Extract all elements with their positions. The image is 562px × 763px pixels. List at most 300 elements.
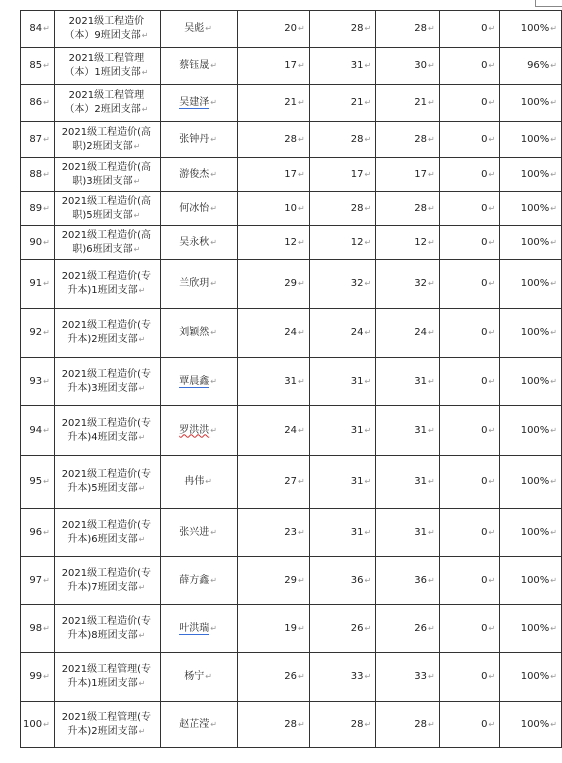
count-b-cell-text: 31: [350, 526, 364, 538]
row-number-text: 89: [29, 202, 43, 214]
rate-cell: [500, 456, 562, 509]
paragraph-mark-icon: ↵: [488, 279, 496, 288]
paragraph-mark-icon: ↵: [364, 477, 372, 486]
paragraph-mark-icon: ↵: [210, 719, 217, 729]
count-b-cell-text: 31: [350, 424, 364, 436]
leader-name-cell: [160, 226, 237, 260]
class-name-cell: [54, 605, 160, 653]
leader-name-cell-text: 游俊杰: [179, 168, 210, 180]
count-b-cell: [309, 509, 376, 557]
paragraph-mark-icon: ↵: [488, 623, 496, 633]
count-a-cell-text: 26: [284, 671, 297, 682]
count-d-cell-text: 0: [481, 718, 488, 730]
count-d-cell-text: 0: [481, 202, 488, 214]
table-row: [21, 48, 562, 85]
paragraph-mark-icon: ↵: [133, 210, 141, 220]
class-name-cell: [54, 226, 160, 260]
row-number-text: 92: [29, 327, 43, 338]
paragraph-mark-icon: ↵: [550, 328, 557, 337]
count-b-cell: [309, 85, 376, 122]
count-b-cell-text: 28: [350, 202, 364, 214]
class-name-cell-text: 2021级工程造价(专升本)3班团支部: [61, 368, 152, 394]
rate-cell-text: 100%: [520, 133, 550, 145]
table-row: [21, 260, 562, 309]
class-name-cell: [54, 11, 160, 48]
row-number-text: 87: [29, 133, 43, 145]
leader-name-cell-text: 吴彪: [184, 23, 205, 34]
count-c-cell-text: 28: [414, 718, 427, 730]
count-a-cell: [238, 158, 309, 192]
count-d-cell: [439, 11, 500, 48]
paragraph-mark-icon: ↵: [550, 134, 557, 144]
count-b-cell-text: 28: [350, 718, 364, 730]
row-number-text: 99: [29, 671, 43, 682]
count-c-cell-text: 28: [414, 23, 427, 34]
paragraph-mark-icon: ↵: [364, 237, 372, 247]
count-d-cell-text: 0: [481, 476, 488, 487]
paragraph-mark-icon: ↵: [297, 237, 305, 247]
rate-cell: [500, 406, 562, 456]
row-number: [21, 192, 55, 226]
count-a-cell: [238, 11, 309, 48]
count-a-cell: [238, 605, 309, 653]
row-number: [21, 309, 55, 358]
paragraph-mark-icon: ↵: [43, 719, 50, 729]
count-a-cell: [238, 456, 309, 509]
count-a-cell-text: 24: [284, 327, 297, 338]
class-name-cell-text: 2021级工程造价(专升本)6班团支部: [61, 519, 152, 545]
paragraph-mark-icon: ↵: [428, 376, 435, 386]
paragraph-mark-icon: ↵: [428, 24, 435, 33]
table-row: [21, 653, 562, 702]
rate-cell: [500, 11, 562, 48]
count-a-cell-text: 31: [284, 375, 297, 387]
paragraph-mark-icon: ↵: [550, 24, 557, 33]
paragraph-mark-icon: ↵: [428, 623, 435, 633]
leader-name-cell: [160, 605, 237, 653]
paragraph-mark-icon: ↵: [364, 328, 372, 337]
count-b-cell: [309, 406, 376, 456]
paragraph-mark-icon: ↵: [210, 134, 217, 144]
leader-name-cell: [160, 192, 237, 226]
count-d-cell-text: 0: [481, 23, 488, 34]
count-d-cell: [439, 192, 500, 226]
paragraph-mark-icon: ↵: [488, 24, 496, 33]
leader-name-cell-text: 覃晨鑫: [179, 375, 210, 387]
table-row: [21, 11, 562, 48]
leader-name-cell-text: 蔡钰晟: [179, 60, 210, 71]
paragraph-mark-icon: ↵: [364, 169, 372, 179]
paragraph-mark-icon: ↵: [364, 623, 372, 633]
count-b-cell: [309, 309, 376, 358]
paragraph-mark-icon: ↵: [43, 477, 50, 486]
paragraph-mark-icon: ↵: [488, 425, 496, 435]
count-b-cell: [309, 702, 376, 748]
count-a-cell: [238, 226, 309, 260]
paragraph-mark-icon: ↵: [210, 61, 217, 70]
row-number: [21, 456, 55, 509]
paragraph-mark-icon: ↵: [43, 623, 50, 633]
count-a-cell: [238, 358, 309, 406]
count-b-cell-text: 32: [350, 278, 364, 289]
count-a-cell: [238, 260, 309, 309]
rate-cell-text: 100%: [520, 718, 550, 730]
paragraph-mark-icon: ↵: [364, 527, 372, 537]
paragraph-mark-icon: ↵: [364, 376, 372, 386]
rate-cell-text: 100%: [520, 168, 550, 180]
leader-name-cell-text: 张兴进: [179, 526, 210, 538]
paragraph-mark-icon: ↵: [550, 203, 557, 213]
rate-cell: [500, 309, 562, 358]
paragraph-mark-icon: ↵: [550, 169, 557, 179]
paragraph-mark-icon: ↵: [364, 575, 372, 585]
count-c-cell: [376, 48, 440, 85]
paragraph-mark-icon: ↵: [297, 203, 305, 213]
count-b-cell-text: 36: [350, 574, 364, 586]
count-d-cell: [439, 605, 500, 653]
count-c-cell-text: 32: [414, 278, 427, 289]
class-name-cell: [54, 85, 160, 122]
table-row: [21, 158, 562, 192]
class-name-cell: [54, 358, 160, 406]
rate-cell-text: 100%: [520, 23, 550, 34]
count-b-cell-text: 24: [350, 327, 364, 338]
count-b-cell-text: 12: [350, 236, 364, 248]
rate-cell: [500, 260, 562, 309]
rate-cell: [500, 192, 562, 226]
paragraph-mark-icon: ↵: [141, 105, 149, 114]
count-a-cell: [238, 309, 309, 358]
rate-cell: [500, 158, 562, 192]
count-b-cell: [309, 226, 376, 260]
paragraph-mark-icon: ↵: [428, 477, 435, 486]
count-a-cell-text: 17: [284, 60, 297, 71]
paragraph-mark-icon: ↵: [43, 237, 50, 247]
paragraph-mark-icon: ↵: [488, 719, 496, 729]
row-number-text: 94: [29, 424, 43, 436]
leader-name-cell-text: 薛方鑫: [179, 574, 210, 586]
paragraph-mark-icon: ↵: [428, 425, 435, 435]
row-number: [21, 358, 55, 406]
count-b-cell: [309, 456, 376, 509]
rate-cell: [500, 653, 562, 702]
leader-name-cell-text: 刘颖然: [179, 327, 210, 338]
rate-cell: [500, 509, 562, 557]
leader-name-cell: [160, 158, 237, 192]
count-c-cell-text: 36: [414, 574, 427, 586]
row-number: [21, 653, 55, 702]
count-c-cell: [376, 557, 440, 605]
row-number-text: 97: [29, 574, 43, 586]
paragraph-mark-icon: ↵: [550, 425, 557, 435]
paragraph-mark-icon: ↵: [488, 169, 496, 179]
table-row: [21, 309, 562, 358]
table-row: [21, 226, 562, 260]
paragraph-mark-icon: ↵: [210, 575, 217, 585]
row-number: [21, 11, 55, 48]
paragraph-mark-icon: ↵: [210, 328, 217, 337]
class-name-cell-text: 2021级工程造价(专升本)7班团支部: [61, 567, 152, 593]
paragraph-mark-icon: ↵: [138, 726, 146, 736]
count-a-cell-text: 17: [284, 168, 297, 180]
count-a-cell-text: 29: [284, 574, 297, 586]
count-d-cell: [439, 48, 500, 85]
leader-name-cell: [160, 509, 237, 557]
rate-cell: [500, 702, 562, 748]
rate-cell-text: 100%: [520, 375, 550, 387]
row-number: [21, 702, 55, 748]
paragraph-mark-icon: ↵: [364, 672, 372, 681]
row-number: [21, 226, 55, 260]
paragraph-mark-icon: ↵: [43, 527, 50, 537]
rate-cell-text: 100%: [520, 671, 550, 682]
paragraph-mark-icon: ↵: [133, 141, 141, 151]
paragraph-mark-icon: ↵: [550, 279, 557, 288]
leader-name-cell-text: 吴建泽: [179, 97, 210, 108]
class-name-cell: [54, 557, 160, 605]
count-d-cell: [439, 456, 500, 509]
count-c-cell-text: 28: [414, 133, 427, 145]
rate-cell-text: 100%: [520, 97, 550, 108]
count-a-cell: [238, 122, 309, 158]
class-name-cell-text: 2021级工程造价（本）9班团支部: [64, 16, 145, 41]
count-c-cell-text: 12: [414, 236, 427, 248]
paragraph-mark-icon: ↵: [297, 477, 305, 486]
paragraph-mark-icon: ↵: [43, 169, 50, 179]
leader-name-cell-text: 冉伟: [184, 476, 205, 487]
count-b-cell: [309, 158, 376, 192]
class-name-cell: [54, 702, 160, 748]
row-number: [21, 260, 55, 309]
count-d-cell-text: 0: [481, 97, 488, 108]
leader-name-cell: [160, 122, 237, 158]
paragraph-mark-icon: ↵: [550, 237, 557, 247]
count-c-cell: [376, 192, 440, 226]
count-c-cell: [376, 122, 440, 158]
paragraph-mark-icon: ↵: [210, 203, 217, 213]
paragraph-mark-icon: ↵: [297, 24, 305, 33]
count-a-cell-text: 23: [284, 526, 297, 538]
count-d-cell-text: 0: [481, 424, 488, 436]
paragraph-mark-icon: ↵: [297, 98, 305, 107]
paragraph-mark-icon: ↵: [364, 279, 372, 288]
count-a-cell: [238, 653, 309, 702]
paragraph-mark-icon: ↵: [488, 237, 496, 247]
leader-name-cell-text: 叶洪瑞: [179, 622, 210, 634]
paragraph-mark-icon: ↵: [138, 286, 146, 295]
leader-name-cell: [160, 406, 237, 456]
row-number: [21, 158, 55, 192]
paragraph-mark-icon: ↵: [138, 335, 146, 344]
count-c-cell: [376, 456, 440, 509]
count-b-cell: [309, 260, 376, 309]
paragraph-mark-icon: ↵: [428, 527, 435, 537]
leader-name-cell: [160, 557, 237, 605]
count-d-cell: [439, 358, 500, 406]
class-name-cell-text: 2021级工程造价(专升本)1班团支部: [61, 271, 152, 296]
paragraph-mark-icon: ↵: [138, 432, 146, 442]
count-d-cell-text: 0: [481, 133, 488, 145]
count-b-cell-text: 28: [350, 133, 364, 145]
paragraph-mark-icon: ↵: [210, 237, 217, 247]
class-name-cell-text: 2021级工程造价(专升本)2班团支部: [61, 320, 152, 345]
count-d-cell-text: 0: [481, 60, 488, 71]
leader-name-cell: [160, 358, 237, 406]
paragraph-mark-icon: ↵: [297, 279, 305, 288]
leader-name-cell-text: 杨宁: [184, 671, 205, 682]
row-number: [21, 85, 55, 122]
class-name-cell-text: 2021级工程管理(专升本)1班团支部: [61, 664, 152, 689]
rate-cell-text: 96%: [527, 60, 550, 71]
row-number: [21, 557, 55, 605]
count-d-cell-text: 0: [481, 327, 488, 338]
count-a-cell: [238, 557, 309, 605]
rate-cell: [500, 605, 562, 653]
row-number-text: 95: [29, 476, 43, 487]
paragraph-mark-icon: ↵: [43, 328, 50, 337]
count-b-cell: [309, 653, 376, 702]
table-row: [21, 358, 562, 406]
paragraph-mark-icon: ↵: [488, 575, 496, 585]
leader-name-cell-text: 张钟丹: [179, 133, 210, 145]
paragraph-mark-icon: ↵: [210, 376, 217, 386]
rate-cell: [500, 85, 562, 122]
paragraph-mark-icon: ↵: [488, 328, 496, 337]
row-number-text: 91: [29, 278, 43, 289]
count-a-cell-text: 20: [284, 23, 297, 34]
count-d-cell: [439, 557, 500, 605]
count-a-cell-text: 12: [284, 236, 297, 248]
paragraph-mark-icon: ↵: [488, 203, 496, 213]
count-b-cell-text: 28: [350, 23, 364, 34]
paragraph-mark-icon: ↵: [138, 484, 146, 493]
count-c-cell: [376, 11, 440, 48]
paragraph-mark-icon: ↵: [210, 98, 217, 107]
paragraph-mark-icon: ↵: [488, 477, 496, 486]
rate-cell: [500, 122, 562, 158]
page-corner-mark: [535, 0, 562, 7]
count-c-cell: [376, 605, 440, 653]
paragraph-mark-icon: ↵: [428, 328, 435, 337]
class-name-cell-text: 2021级工程造价(高职)2班团支部: [61, 126, 152, 152]
paragraph-mark-icon: ↵: [297, 672, 305, 681]
count-a-cell-text: 28: [284, 718, 297, 730]
rate-cell: [500, 358, 562, 406]
class-name-cell-text: 2021级工程造价(高职)5班团支部: [61, 195, 152, 221]
leader-name-cell-text: 罗洪洪: [179, 424, 210, 436]
count-c-cell: [376, 509, 440, 557]
count-d-cell-text: 0: [481, 278, 488, 289]
count-a-cell-text: 21: [284, 97, 297, 108]
paragraph-mark-icon: ↵: [297, 376, 305, 386]
count-c-cell-text: 30: [414, 60, 427, 71]
count-a-cell-text: 10: [284, 202, 297, 214]
count-d-cell-text: 0: [481, 168, 488, 180]
class-name-cell-text: 2021级工程造价(专升本)4班团支部: [61, 417, 152, 443]
rate-cell-text: 100%: [520, 424, 550, 436]
class-name-cell-text: 2021级工程管理（本）1班团支部: [64, 53, 145, 78]
count-d-cell: [439, 509, 500, 557]
row-number: [21, 605, 55, 653]
paragraph-mark-icon: ↵: [428, 61, 435, 70]
paragraph-mark-icon: ↵: [210, 623, 217, 633]
count-a-cell: [238, 48, 309, 85]
rate-cell-text: 100%: [520, 327, 550, 338]
paragraph-mark-icon: ↵: [428, 672, 435, 681]
paragraph-mark-icon: ↵: [210, 425, 217, 435]
count-b-cell: [309, 557, 376, 605]
count-d-cell: [439, 653, 500, 702]
paragraph-mark-icon: ↵: [428, 279, 435, 288]
count-b-cell-text: 31: [350, 60, 364, 71]
leader-name-cell-text: 何冰怡: [179, 202, 210, 214]
count-c-cell-text: 17: [414, 168, 427, 180]
count-c-cell: [376, 226, 440, 260]
count-c-cell: [376, 702, 440, 748]
paragraph-mark-icon: ↵: [133, 176, 141, 186]
paragraph-mark-icon: ↵: [550, 623, 557, 633]
count-c-cell: [376, 158, 440, 192]
count-b-cell-text: 31: [350, 375, 364, 387]
count-a-cell-text: 19: [284, 622, 297, 634]
paragraph-mark-icon: ↵: [550, 672, 557, 681]
paragraph-mark-icon: ↵: [428, 575, 435, 585]
leader-name-cell-text: 吴永秋: [179, 236, 210, 248]
rate-cell-text: 100%: [520, 202, 550, 214]
paragraph-mark-icon: ↵: [297, 527, 305, 537]
count-d-cell: [439, 406, 500, 456]
class-name-cell: [54, 509, 160, 557]
paragraph-mark-icon: ↵: [43, 376, 50, 386]
paragraph-mark-icon: ↵: [297, 425, 305, 435]
paragraph-mark-icon: ↵: [364, 134, 372, 144]
row-number-text: 84: [29, 23, 43, 34]
row-number: [21, 122, 55, 158]
paragraph-mark-icon: ↵: [43, 24, 50, 33]
rate-cell-text: 100%: [520, 476, 550, 487]
leader-name-cell: [160, 653, 237, 702]
paragraph-mark-icon: ↵: [428, 134, 435, 144]
paragraph-mark-icon: ↵: [43, 134, 50, 144]
leader-name-cell: [160, 260, 237, 309]
paragraph-mark-icon: ↵: [550, 376, 557, 386]
row-number-text: 96: [29, 526, 43, 538]
class-name-cell-text: 2021级工程造价(专升本)5班团支部: [61, 469, 152, 494]
class-name-cell-text: 2021级工程造价(专升本)8班团支部: [61, 615, 152, 641]
paragraph-mark-icon: ↵: [138, 630, 146, 640]
row-number-text: 85: [29, 60, 43, 71]
paragraph-mark-icon: ↵: [364, 203, 372, 213]
paragraph-mark-icon: ↵: [205, 672, 212, 681]
paragraph-mark-icon: ↵: [297, 623, 305, 633]
count-c-cell: [376, 358, 440, 406]
table-row: [21, 702, 562, 748]
rate-cell-text: 100%: [520, 526, 550, 538]
paragraph-mark-icon: ↵: [364, 61, 372, 70]
class-name-cell-text: 2021级工程造价(高职)3班团支部: [61, 161, 152, 187]
class-name-cell: [54, 122, 160, 158]
count-b-cell: [309, 11, 376, 48]
row-number-text: 90: [29, 236, 43, 248]
row-number: [21, 406, 55, 456]
count-a-cell: [238, 509, 309, 557]
paragraph-mark-icon: ↵: [297, 61, 305, 70]
count-d-cell: [439, 122, 500, 158]
count-a-cell: [238, 85, 309, 122]
paragraph-mark-icon: ↵: [210, 527, 217, 537]
count-d-cell: [439, 85, 500, 122]
class-name-cell: [54, 456, 160, 509]
